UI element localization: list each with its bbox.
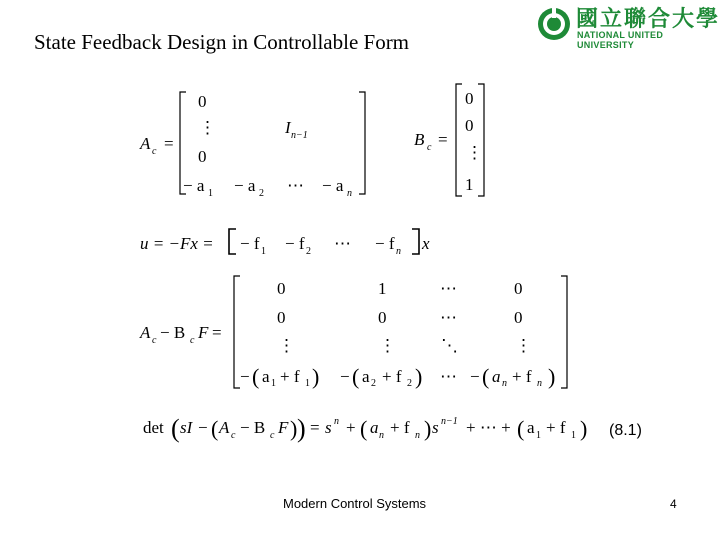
svg-text:0: 0 xyxy=(514,279,523,298)
svg-text:− f: − f xyxy=(285,234,305,253)
svg-text:⋮: ⋮ xyxy=(379,336,396,355)
svg-text:(: ( xyxy=(352,364,360,389)
svg-text:−: − xyxy=(340,367,350,386)
svg-text:): ) xyxy=(424,416,432,441)
svg-text:(: ( xyxy=(360,416,368,441)
svg-text:1: 1 xyxy=(571,430,576,441)
svg-text:n: n xyxy=(334,416,339,427)
svg-text:): ) xyxy=(290,416,298,441)
svg-text:n: n xyxy=(415,430,420,441)
svg-text:2: 2 xyxy=(306,246,311,257)
svg-text:1: 1 xyxy=(261,246,266,257)
svg-text:⋯: ⋯ xyxy=(440,279,457,298)
svg-text:2: 2 xyxy=(407,378,412,389)
svg-text:− B: − B xyxy=(240,418,266,437)
svg-text:1: 1 xyxy=(305,378,310,389)
svg-text:s: s xyxy=(432,418,439,437)
svg-text:n: n xyxy=(502,378,507,389)
logo-chinese-name: 國立聯合大學 xyxy=(576,7,720,32)
closed-loop-matrix xyxy=(139,276,567,389)
svg-text:sI: sI xyxy=(180,418,193,437)
svg-text:+ f: + f xyxy=(280,367,300,386)
svg-text:(: ( xyxy=(252,364,260,389)
svg-text:⋮: ⋮ xyxy=(278,336,295,355)
svg-text:x: x xyxy=(422,234,430,253)
svg-text:0: 0 xyxy=(378,308,387,327)
svg-text:=: = xyxy=(438,130,448,149)
svg-text:c: c xyxy=(190,335,195,346)
svg-text:n: n xyxy=(347,188,352,199)
svg-text:n: n xyxy=(379,430,384,441)
svg-text:+ ⋯ +: + ⋯ + xyxy=(466,418,511,437)
svg-text:c: c xyxy=(427,142,432,153)
svg-text:1: 1 xyxy=(536,430,541,441)
svg-text:⋱: ⋱ xyxy=(441,336,458,355)
svg-text:c: c xyxy=(231,430,236,441)
svg-text:+ f: + f xyxy=(390,418,410,437)
svg-text:⋯: ⋯ xyxy=(334,234,351,253)
svg-text:0: 0 xyxy=(277,308,286,327)
svg-text:− f: − f xyxy=(240,234,260,253)
svg-text:): ) xyxy=(415,364,423,389)
svg-text:a: a xyxy=(362,367,370,386)
svg-text:A: A xyxy=(140,323,151,342)
svg-text:−: − xyxy=(198,418,208,437)
svg-text:): ) xyxy=(548,364,556,389)
svg-text:0: 0 xyxy=(198,92,207,111)
svg-text:a: a xyxy=(370,418,379,437)
page-number: 4 xyxy=(670,497,677,511)
svg-text:c: c xyxy=(152,335,157,346)
svg-text:F: F xyxy=(198,323,209,342)
svg-text:=: = xyxy=(164,134,174,153)
svg-text:−: − xyxy=(470,367,480,386)
svg-text:c: c xyxy=(270,430,275,441)
bc-definition xyxy=(414,84,484,196)
svg-text:n−1: n−1 xyxy=(441,416,458,427)
svg-text:− f: − f xyxy=(375,234,395,253)
svg-text:F: F xyxy=(278,418,289,437)
svg-text:B: B xyxy=(414,130,425,149)
svg-text:=: = xyxy=(310,418,320,437)
svg-text:n: n xyxy=(537,378,542,389)
svg-text:(: ( xyxy=(211,416,219,441)
svg-text:u = −Fx =: u = −Fx = xyxy=(140,234,214,253)
svg-text:): ) xyxy=(580,416,588,441)
svg-text:=: = xyxy=(212,323,222,342)
logo-english-name: NATIONAL UNITED UNIVERSITY xyxy=(577,30,664,50)
svg-text:A: A xyxy=(219,418,230,437)
svg-text:det: det xyxy=(143,418,164,437)
svg-text:s: s xyxy=(325,418,332,437)
svg-text:⋮: ⋮ xyxy=(199,118,216,137)
svg-text:1: 1 xyxy=(378,279,387,298)
svg-text:n: n xyxy=(396,246,401,257)
svg-text:a: a xyxy=(527,418,535,437)
svg-text:0: 0 xyxy=(465,116,474,135)
svg-text:− a: − a xyxy=(322,176,344,195)
svg-text:c: c xyxy=(152,146,157,157)
svg-text:⋮: ⋮ xyxy=(466,143,483,162)
svg-text:0: 0 xyxy=(514,308,523,327)
svg-text:⋮: ⋮ xyxy=(515,336,532,355)
svg-text:): ) xyxy=(312,364,320,389)
svg-text:−: − xyxy=(240,367,250,386)
svg-text:1: 1 xyxy=(208,188,213,199)
svg-text:a: a xyxy=(492,367,501,386)
svg-text:A: A xyxy=(140,134,151,153)
svg-text:2: 2 xyxy=(259,188,264,199)
characteristic-polynomial xyxy=(143,414,587,443)
svg-text:n−1: n−1 xyxy=(291,130,308,141)
svg-text:⋯: ⋯ xyxy=(287,176,304,195)
svg-text:+ f: + f xyxy=(512,367,532,386)
svg-text:a: a xyxy=(262,367,270,386)
equation-number: (8.1) xyxy=(609,422,642,439)
svg-text:+: + xyxy=(346,418,356,437)
svg-text:− a: − a xyxy=(183,176,205,195)
svg-text:2: 2 xyxy=(371,378,376,389)
svg-text:+ f: + f xyxy=(382,367,402,386)
svg-text:(: ( xyxy=(482,364,490,389)
svg-text:1: 1 xyxy=(271,378,276,389)
svg-text:1: 1 xyxy=(465,175,474,194)
control-law xyxy=(140,229,430,257)
svg-text:+ f: + f xyxy=(546,418,566,437)
svg-text:): ) xyxy=(297,414,306,443)
svg-text:− B: − B xyxy=(160,323,186,342)
svg-text:(: ( xyxy=(171,414,180,443)
svg-text:I: I xyxy=(285,118,291,137)
svg-text:0: 0 xyxy=(198,147,207,166)
svg-text:⋯: ⋯ xyxy=(440,367,457,386)
svg-text:⋯: ⋯ xyxy=(440,308,457,327)
svg-text:0: 0 xyxy=(277,279,286,298)
svg-text:(: ( xyxy=(517,416,525,441)
svg-text:− a: − a xyxy=(234,176,256,195)
ac-definition xyxy=(139,92,365,199)
slide-title: State Feedback Design in Controllable Form xyxy=(34,30,410,54)
svg-text:0: 0 xyxy=(465,89,474,108)
footer-text: Modern Control Systems xyxy=(283,496,427,511)
